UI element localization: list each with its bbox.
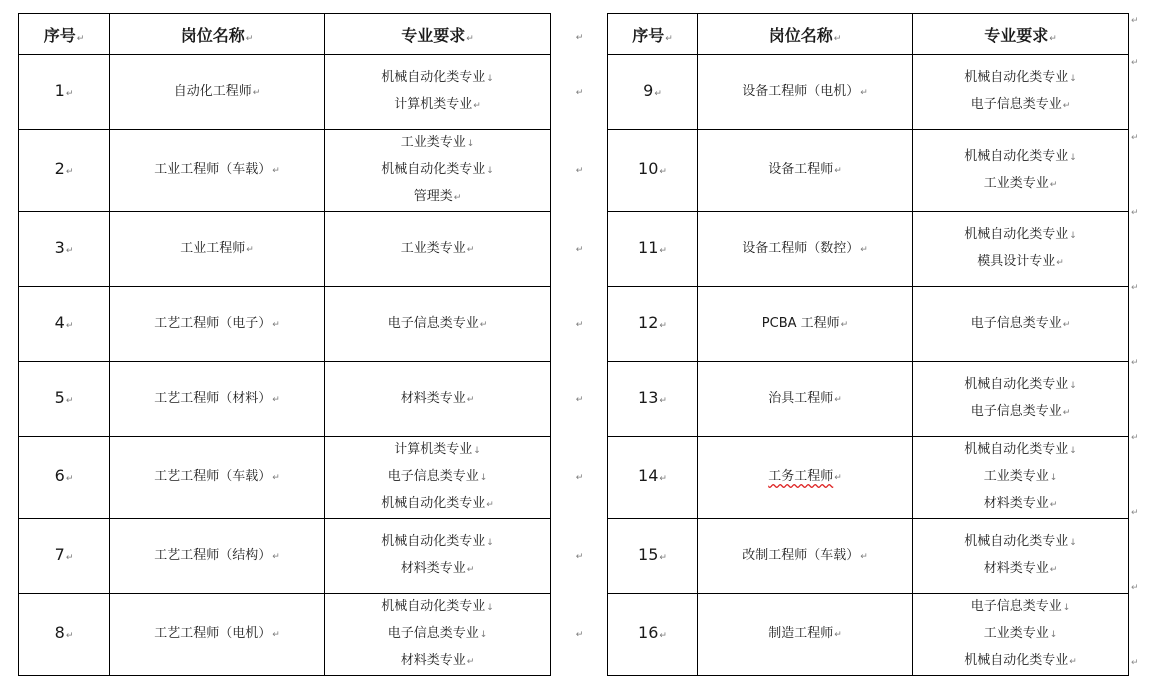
cell-end-mark: ↵ bbox=[246, 244, 254, 255]
cell-end-mark: ↵ bbox=[659, 167, 667, 177]
table-row bbox=[19, 594, 1129, 676]
requirement-cell bbox=[325, 519, 551, 594]
cell-end-mark: ↵ bbox=[65, 552, 74, 563]
position-name: PCBA 工程师 bbox=[761, 315, 840, 331]
requirement-text: 电子信息类专业 bbox=[970, 97, 1062, 112]
row-end-mark: ↵ bbox=[1131, 358, 1139, 368]
row-number-cell bbox=[608, 287, 698, 362]
requirement-cell bbox=[913, 287, 1129, 362]
cell-end-mark: ↵ bbox=[466, 657, 475, 667]
requirement-line bbox=[913, 491, 1128, 518]
requirement-text: 模具设计专业 bbox=[977, 254, 1056, 269]
cell-end-mark: ↵ bbox=[654, 88, 662, 99]
line-break-mark: ↓ bbox=[486, 166, 494, 176]
requirement-text: 机械自动化类专业 bbox=[964, 70, 1069, 85]
position-cell bbox=[698, 130, 913, 212]
row-end-mark: ↵ bbox=[1131, 16, 1139, 26]
row-number: 1 bbox=[54, 80, 65, 100]
position-cell bbox=[110, 287, 325, 362]
requirement-text: 材料类专业 bbox=[400, 653, 466, 668]
header-no-right: 序号↵ bbox=[608, 14, 698, 55]
row-number-cell bbox=[608, 437, 698, 519]
header-position-left: 岗位名称↵ bbox=[110, 14, 325, 55]
requirement-text: 机械自动化类专业 bbox=[964, 148, 1069, 164]
row-end-mark: ↵ bbox=[1131, 508, 1139, 518]
requirement-cell bbox=[913, 55, 1129, 130]
line-break-mark: ↓ bbox=[473, 446, 481, 456]
row-number-cell bbox=[608, 212, 698, 287]
requirement-line bbox=[325, 386, 550, 413]
requirement-text: 材料类专业 bbox=[983, 561, 1049, 576]
row-end-mark: ↵ bbox=[1131, 283, 1139, 293]
row-number: 8 bbox=[54, 623, 65, 642]
row-number-cell bbox=[19, 130, 110, 212]
cell-end-mark: ↵ bbox=[473, 101, 481, 111]
position-name: 工艺工程师（电子） bbox=[154, 315, 272, 331]
position-cell bbox=[110, 55, 325, 130]
position-cell bbox=[698, 287, 913, 362]
position-cell bbox=[110, 594, 325, 676]
cell-end-mark: ↵ bbox=[252, 87, 261, 98]
gap-cell bbox=[551, 519, 608, 594]
row-end-mark: ↵ bbox=[1131, 58, 1139, 68]
position-name: 制造工程师 bbox=[768, 626, 834, 641]
gap-cell bbox=[551, 437, 608, 519]
requirement-cell bbox=[325, 362, 551, 437]
requirement-text: 电子信息类专业 bbox=[387, 315, 479, 331]
requirement-cell bbox=[913, 437, 1129, 519]
position-name: 自动化工程师 bbox=[173, 83, 252, 99]
row-number: 3 bbox=[54, 237, 65, 257]
cell-end-mark: ↵ bbox=[65, 245, 74, 256]
requirement-cell bbox=[325, 55, 551, 130]
requirement-line bbox=[913, 399, 1128, 426]
requirement-line bbox=[913, 556, 1128, 583]
requirement-line bbox=[325, 556, 550, 583]
requirement-line bbox=[913, 92, 1128, 119]
requirement-line bbox=[325, 437, 550, 464]
requirement-text: 电子信息类专业 bbox=[970, 315, 1062, 331]
requirement-text: 机械自动化类专业 bbox=[381, 162, 486, 177]
cell-end-mark: ↵ bbox=[272, 473, 280, 483]
cell-end-mark: ↵ bbox=[659, 474, 667, 484]
cell-end-mark: ↵ bbox=[840, 319, 849, 330]
cell-end-mark: ↵ bbox=[834, 394, 842, 405]
cell-end-mark: ↵ bbox=[860, 87, 868, 98]
position-cell bbox=[698, 519, 913, 594]
gap-cell bbox=[551, 287, 608, 362]
requirement-line bbox=[913, 311, 1128, 338]
cell-end-mark: ↵ bbox=[575, 394, 584, 405]
position-cell bbox=[698, 437, 913, 519]
table-row bbox=[19, 287, 1129, 362]
requirement-line bbox=[913, 372, 1128, 399]
requirement-cell bbox=[913, 130, 1129, 212]
line-break-mark: ↓ bbox=[1069, 446, 1077, 456]
table-body bbox=[19, 55, 1129, 676]
cell-end-mark: ↵ bbox=[272, 630, 280, 640]
line-break-mark: ↓ bbox=[1049, 630, 1058, 640]
cell-end-mark: ↵ bbox=[860, 244, 868, 255]
header-requirement-right: 专业要求↵ bbox=[913, 14, 1129, 55]
position-name: 工艺工程师（材料） bbox=[154, 390, 272, 406]
row-number: 9 bbox=[643, 80, 654, 100]
requirement-text: 材料类专业 bbox=[400, 390, 466, 406]
table-row bbox=[19, 130, 1129, 212]
cell-end-mark: ↵ bbox=[479, 319, 488, 330]
requirement-text: 机械自动化类专业 bbox=[964, 653, 1069, 668]
position-cell bbox=[110, 130, 325, 212]
row-end-mark: ↵ bbox=[1131, 433, 1139, 443]
requirement-line bbox=[913, 222, 1128, 249]
requirement-cell bbox=[325, 287, 551, 362]
position-cell bbox=[110, 362, 325, 437]
position-name: 工业工程师 bbox=[180, 240, 246, 256]
requirement-line bbox=[325, 491, 550, 518]
line-break-mark: ↓ bbox=[466, 139, 475, 149]
cell-end-mark: ↵ bbox=[575, 473, 584, 483]
cell-end-mark: ↵ bbox=[466, 394, 475, 405]
row-number: 14 bbox=[638, 466, 659, 485]
cell-end-mark: ↵ bbox=[575, 630, 584, 640]
requirement-line bbox=[325, 621, 550, 648]
row-end-mark: ↵ bbox=[1131, 133, 1139, 143]
row-number: 7 bbox=[54, 544, 65, 564]
cell-end-mark: ↵ bbox=[575, 166, 584, 176]
row-number-cell bbox=[608, 130, 698, 212]
table-row bbox=[19, 362, 1129, 437]
requirement-text: 机械自动化类专业 bbox=[964, 534, 1069, 549]
cell-end-mark: ↵ bbox=[466, 565, 475, 575]
row-end-mark: ↵ bbox=[1131, 208, 1139, 218]
requirement-text: 工业类专业 bbox=[400, 135, 466, 150]
requirement-cell bbox=[913, 519, 1129, 594]
cell-end-mark: ↵ bbox=[659, 395, 667, 406]
position-cell bbox=[110, 519, 325, 594]
requirement-cell bbox=[325, 130, 551, 212]
requirement-line bbox=[913, 171, 1128, 198]
requirement-text: 材料类专业 bbox=[400, 561, 466, 576]
line-break-mark: ↓ bbox=[1049, 473, 1058, 483]
requirement-cell bbox=[325, 594, 551, 676]
table-row bbox=[19, 519, 1129, 594]
line-break-mark: ↓ bbox=[1069, 381, 1077, 391]
cell-end-mark: ↵ bbox=[575, 319, 584, 330]
line-break-mark: ↓ bbox=[486, 538, 494, 548]
row-number: 16 bbox=[638, 623, 659, 642]
cell-end-mark: ↵ bbox=[659, 631, 667, 641]
requirement-text: 机械自动化类专业 bbox=[381, 70, 486, 85]
position-name: 工艺工程师（车载） bbox=[154, 469, 272, 484]
requirement-text: 机械自动化类专业 bbox=[964, 227, 1069, 242]
cell-end-mark: ↵ bbox=[1049, 500, 1058, 510]
row-number-cell bbox=[19, 519, 110, 594]
position-name: 工艺工程师（电机） bbox=[154, 626, 272, 641]
cell-end-mark: ↵ bbox=[834, 473, 842, 483]
requirement-text: 机械自动化类专业 bbox=[381, 599, 486, 614]
gap-cell bbox=[551, 362, 608, 437]
position-cell bbox=[110, 437, 325, 519]
requirement-line bbox=[325, 157, 550, 184]
row-number: 15 bbox=[638, 544, 659, 564]
cell-end-mark: ↵ bbox=[65, 474, 74, 484]
row-number: 13 bbox=[638, 387, 659, 407]
cell-end-mark: ↵ bbox=[272, 394, 280, 405]
gap-cell bbox=[551, 212, 608, 287]
line-break-mark: ↓ bbox=[1062, 603, 1071, 613]
cell-end-mark: ↵ bbox=[1049, 179, 1058, 190]
requirement-text: 计算机类专业 bbox=[394, 442, 473, 457]
cell-end-mark: ↵ bbox=[272, 551, 280, 562]
requirement-line bbox=[325, 184, 550, 211]
requirement-line bbox=[325, 92, 550, 119]
row-number-cell bbox=[19, 55, 110, 130]
cell-end-mark: ↵ bbox=[1062, 408, 1071, 418]
table-row bbox=[19, 55, 1129, 130]
gap-cell bbox=[551, 130, 608, 212]
cell-end-mark: ↵ bbox=[65, 88, 74, 99]
cell-end-mark: ↵ bbox=[575, 551, 584, 562]
row-number-cell bbox=[608, 362, 698, 437]
line-break-mark: ↓ bbox=[1069, 74, 1077, 84]
row-number: 2 bbox=[54, 159, 65, 178]
paragraph-marks-column bbox=[1131, 0, 1151, 673]
requirement-text: 工业类专业 bbox=[983, 626, 1049, 641]
header-requirement-left: 专业要求↵ bbox=[325, 14, 551, 55]
requirement-line bbox=[913, 594, 1128, 621]
position-name: 工业工程师（车载） bbox=[154, 162, 272, 177]
requirement-cell bbox=[913, 362, 1129, 437]
requirement-line bbox=[325, 311, 550, 338]
row-number: 11 bbox=[638, 237, 659, 257]
position-name: 设备工程师（电机） bbox=[742, 83, 860, 99]
job-requirements-table bbox=[18, 13, 1129, 676]
header-row bbox=[19, 14, 1129, 55]
row-end-mark: ↵ bbox=[1131, 658, 1139, 668]
cell-end-mark: ↵ bbox=[1049, 565, 1058, 575]
position-cell bbox=[698, 362, 913, 437]
requirement-line bbox=[325, 648, 550, 675]
requirement-cell bbox=[913, 594, 1129, 676]
requirement-line bbox=[913, 648, 1128, 675]
requirement-line bbox=[913, 529, 1128, 556]
requirement-line bbox=[913, 65, 1128, 92]
cell-end-mark: ↵ bbox=[659, 552, 667, 563]
requirement-text: 工业类专业 bbox=[400, 240, 466, 256]
requirement-text: 工业类专业 bbox=[983, 175, 1049, 191]
requirement-text: 工业类专业 bbox=[983, 469, 1049, 484]
row-number: 12 bbox=[638, 312, 659, 332]
line-break-mark: ↓ bbox=[479, 630, 488, 640]
cell-end-mark: ↵ bbox=[1069, 657, 1077, 667]
position-name: 设备工程师（数控） bbox=[742, 240, 860, 256]
cell-end-mark: ↵ bbox=[65, 320, 74, 331]
requirement-line bbox=[325, 529, 550, 556]
requirement-text: 机械自动化类专业 bbox=[964, 377, 1069, 392]
requirement-text: 管理类 bbox=[413, 189, 453, 204]
cell-end-mark: ↵ bbox=[1062, 319, 1071, 330]
row-end-mark: ↵ bbox=[1131, 583, 1139, 593]
requirement-text: 电子信息类专业 bbox=[387, 626, 479, 641]
requirement-line bbox=[913, 437, 1128, 464]
line-break-mark: ↓ bbox=[486, 74, 494, 84]
requirement-line bbox=[913, 144, 1128, 171]
table-row bbox=[19, 212, 1129, 287]
cell-end-mark: ↵ bbox=[860, 551, 868, 562]
requirement-line bbox=[325, 464, 550, 491]
position-name: 设备工程师 bbox=[768, 162, 834, 177]
position-cell bbox=[698, 594, 913, 676]
row-number-cell bbox=[608, 55, 698, 130]
cell-end-mark: ↵ bbox=[575, 244, 584, 255]
cell-end-mark: ↵ bbox=[834, 166, 842, 176]
header-position-right: 岗位名称↵ bbox=[698, 14, 913, 55]
gap-cell bbox=[551, 594, 608, 676]
row-number: 6 bbox=[54, 466, 65, 485]
requirement-line bbox=[325, 130, 550, 157]
row-number-cell bbox=[19, 287, 110, 362]
position-name: 改制工程师（车载） bbox=[742, 547, 860, 563]
row-number: 10 bbox=[638, 159, 659, 178]
cell-end-mark: ↵ bbox=[453, 193, 462, 203]
position-name: 工务工程师 bbox=[768, 469, 834, 484]
position-cell bbox=[698, 55, 913, 130]
requirement-line bbox=[913, 249, 1128, 276]
cell-end-mark: ↵ bbox=[486, 500, 494, 510]
requirement-cell bbox=[913, 212, 1129, 287]
requirement-text: 计算机类专业 bbox=[394, 97, 473, 112]
header-no-left: 序号↵ bbox=[19, 14, 110, 55]
position-cell bbox=[110, 212, 325, 287]
line-break-mark: ↓ bbox=[1069, 538, 1077, 548]
row-number: 4 bbox=[54, 312, 65, 332]
cell-end-mark: ↵ bbox=[1062, 101, 1071, 111]
requirement-line bbox=[325, 236, 550, 263]
row-number-cell bbox=[608, 594, 698, 676]
requirement-line bbox=[913, 621, 1128, 648]
line-break-mark: ↓ bbox=[1069, 231, 1077, 241]
requirement-text: 电子信息类专业 bbox=[970, 599, 1062, 614]
row-number-cell bbox=[19, 212, 110, 287]
row-number-cell bbox=[19, 437, 110, 519]
requirement-line bbox=[325, 594, 550, 621]
cell-end-mark: ↵ bbox=[466, 244, 475, 255]
requirement-line bbox=[325, 65, 550, 92]
position-name: 治具工程师 bbox=[768, 390, 834, 406]
header-gap: ↵ bbox=[551, 14, 608, 55]
line-break-mark: ↓ bbox=[486, 603, 494, 613]
table-row bbox=[19, 437, 1129, 519]
requirement-text: 机械自动化类专业 bbox=[964, 442, 1069, 457]
cell-end-mark: ↵ bbox=[272, 166, 280, 176]
row-number-cell bbox=[608, 519, 698, 594]
requirement-text: 电子信息类专业 bbox=[387, 469, 479, 484]
position-cell bbox=[698, 212, 913, 287]
cell-end-mark: ↵ bbox=[834, 630, 842, 640]
cell-end-mark: ↵ bbox=[65, 395, 74, 406]
position-name: 工艺工程师（结构） bbox=[154, 547, 272, 563]
requirement-cell bbox=[325, 212, 551, 287]
row-number-cell bbox=[19, 362, 110, 437]
cell-end-mark: ↵ bbox=[1056, 258, 1064, 268]
cell-end-mark: ↵ bbox=[659, 320, 667, 331]
row-number-cell bbox=[19, 594, 110, 676]
requirement-text: 材料类专业 bbox=[983, 496, 1049, 511]
cell-end-mark: ↵ bbox=[575, 87, 584, 98]
line-break-mark: ↓ bbox=[1069, 152, 1077, 163]
cell-end-mark: ↵ bbox=[65, 631, 74, 641]
row-number: 5 bbox=[54, 387, 65, 407]
requirement-line bbox=[913, 464, 1128, 491]
cell-end-mark: ↵ bbox=[65, 167, 74, 177]
gap-cell bbox=[551, 55, 608, 130]
line-break-mark: ↓ bbox=[479, 473, 488, 483]
requirement-text: 机械自动化类专业 bbox=[381, 534, 486, 549]
cell-end-mark: ↵ bbox=[659, 245, 667, 256]
requirement-cell bbox=[325, 437, 551, 519]
requirement-text: 电子信息类专业 bbox=[970, 404, 1062, 419]
requirement-text: 机械自动化类专业 bbox=[381, 496, 486, 511]
cell-end-mark: ↵ bbox=[272, 319, 280, 330]
